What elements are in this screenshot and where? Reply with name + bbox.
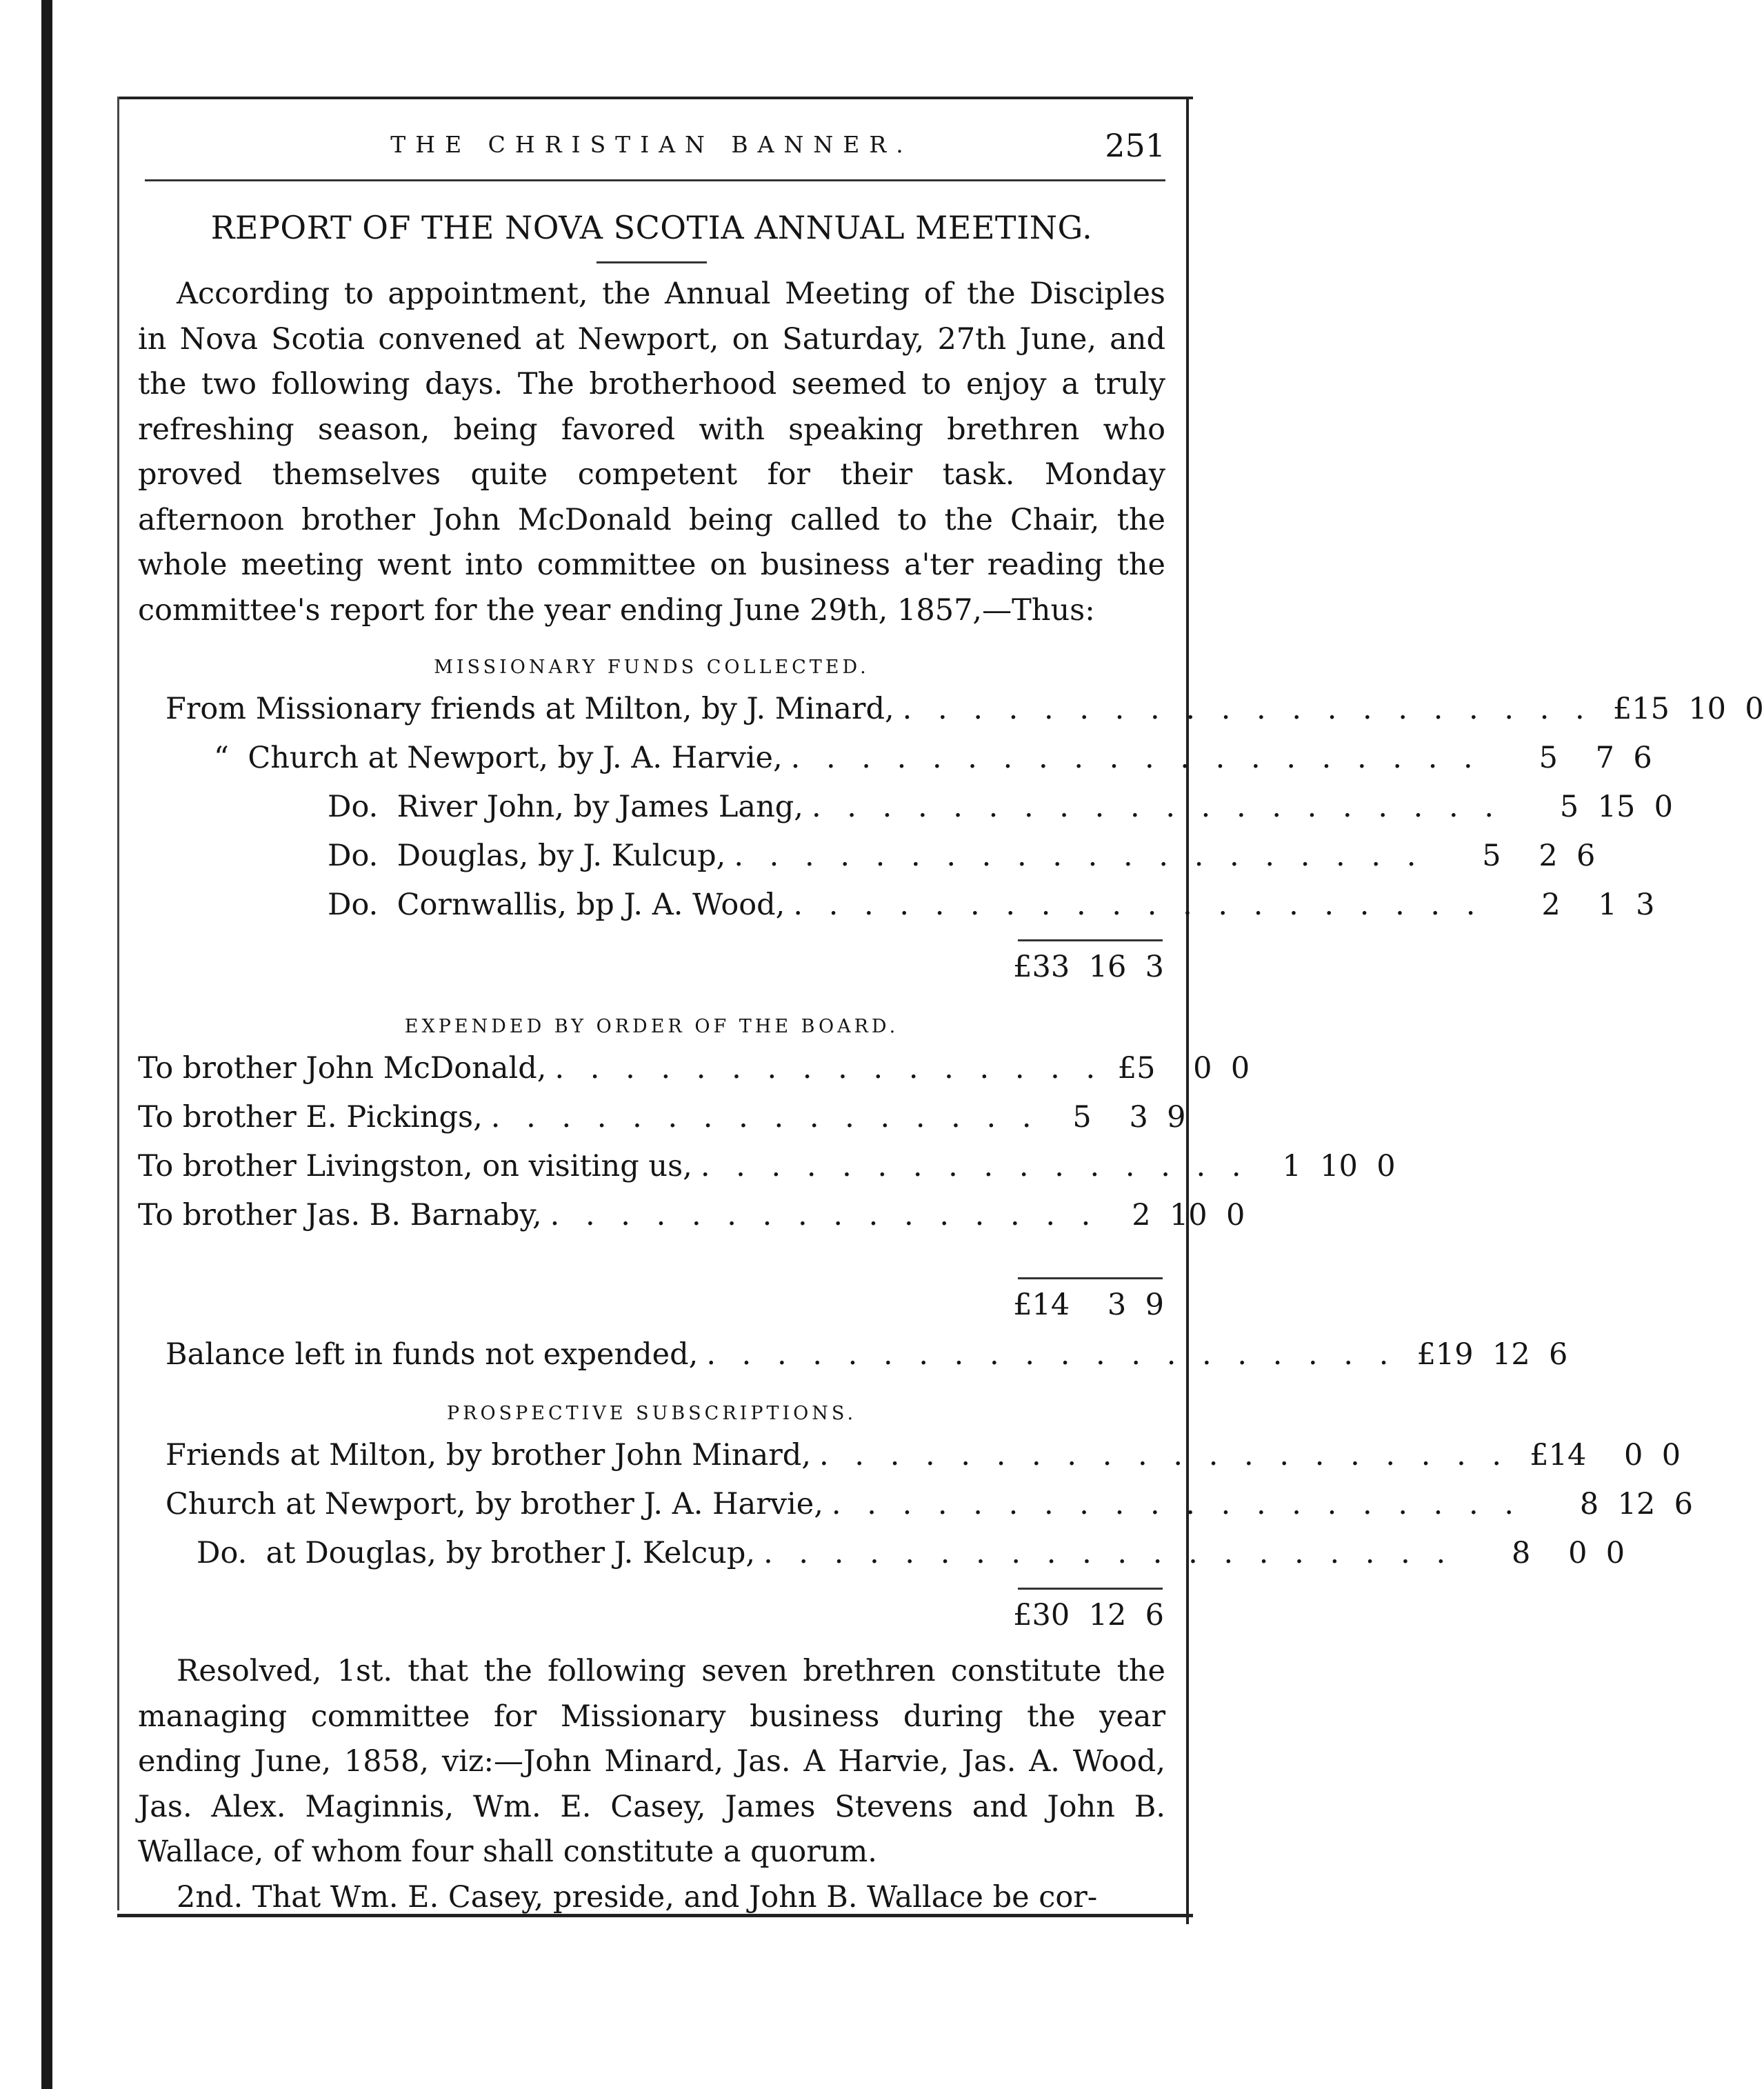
table-row — [138, 783, 1674, 832]
balance-row — [138, 1330, 1568, 1379]
article-title: REPORT OF THE NOVA SCOTIA ANNUAL MEETING. — [210, 209, 1093, 246]
prospective-heading: PROSPECTIVE SUBSCRIPTIONS. — [446, 1403, 857, 1424]
table-row — [138, 1480, 1693, 1529]
leader-dots: . . . . . . . . . . . . . . . . — [550, 1198, 1099, 1232]
row-amount: 2 10 0 — [1132, 1198, 1245, 1232]
binding-edge — [41, 0, 52, 2089]
leader-dots: . . . . . . . . . . . . . . . . . . . . — [790, 741, 1481, 775]
table-row — [138, 1044, 1250, 1093]
row-amount: 5 3 9 — [1072, 1100, 1186, 1135]
row-amount: 2 1 3 — [1541, 888, 1655, 922]
row-amount: 1 10 0 — [1282, 1149, 1396, 1183]
row-amount: 8 12 6 — [1579, 1487, 1693, 1521]
expended-heading: EXPENDED BY ORDER OF THE BOARD. — [404, 1016, 899, 1037]
page-number: 251 — [1105, 127, 1165, 164]
spacer — [138, 1240, 1165, 1268]
prospective-table — [138, 1431, 1693, 1578]
balance-label: Balance left in funds not expended, — [166, 1337, 699, 1372]
leader-dots: . . . . . . . . . . . . . . . . — [554, 1051, 1104, 1086]
row-label: To brother Jas. B. Barnaby, — [138, 1198, 542, 1232]
header-rule — [145, 179, 1165, 181]
resolution-first: Resolved, 1st. that the following seven brethren constitute the managing committee for Missionary business during the year ending June, 1858, viz:—John Minard, Jas. A Harvie, Jas. A. Wood, Jas. Alex. Maginnis, Wm. E. Casey, James Stevens and John B. Wallace, of whom four shall constitute a quorum. — [138, 1654, 1165, 1869]
prospective-total: £30 12 6 — [1013, 1598, 1164, 1632]
missionary-funds-heading: MISSIONARY FUNDS COLLECTED. — [434, 657, 870, 678]
table-row — [138, 1093, 1186, 1142]
frame-left-border — [117, 97, 119, 1910]
missionary-funds-table — [138, 685, 1764, 930]
leader-dots: . . . . . . . . . . . . . . . . . . . . — [793, 888, 1484, 922]
row-label: Do. River John, by James Lang, — [328, 790, 803, 824]
balance-amount: £19 12 6 — [1416, 1337, 1568, 1372]
leader-dots: . . . . . . . . . . . . . . . . . . . . — [763, 1536, 1454, 1570]
row-amount: 8 0 0 — [1512, 1536, 1625, 1570]
row-label: From Missionary friends at Milton, by J. Minard, — [166, 692, 894, 726]
table-row — [138, 685, 1764, 734]
expended-table — [138, 1044, 1396, 1240]
row-label: To brother E. Pickings, — [138, 1100, 483, 1135]
row-label: Church at Newport, by brother J. A. Harvie, — [166, 1487, 823, 1521]
row-amount: £15 10 0 — [1612, 692, 1764, 726]
row-amount: 5 7 6 — [1539, 741, 1652, 775]
title-rule — [597, 261, 707, 263]
leader-dots: . . . . . . . . . . . . . . . . . . . . — [902, 692, 1593, 726]
leader-dots: . . . . . . . . . . . . . . . . . . . . — [831, 1487, 1522, 1521]
row-amount: 5 15 0 — [1559, 790, 1674, 824]
leader-dots: . . . . . . . . . . . . . . . . . . . . — [706, 1337, 1397, 1372]
table-row — [138, 832, 1596, 881]
table-row — [138, 1142, 1396, 1191]
leader-dots: . . . . . . . . . . . . . . . . . . . . — [811, 790, 1503, 824]
page-header — [138, 110, 1165, 172]
row-label: “ Church at Newport, by J. A. Harvie, — [214, 741, 783, 775]
table-row — [138, 1431, 1681, 1480]
row-amount: 5 2 6 — [1482, 839, 1596, 873]
page — [138, 110, 1764, 1920]
expended-total: £14 3 9 — [1013, 1288, 1164, 1322]
leader-dots: . . . . . . . . . . . . . . . . . . . . — [819, 1438, 1510, 1472]
row-amount: £5 0 0 — [1117, 1051, 1250, 1086]
table-row — [138, 1529, 1625, 1578]
table-row — [138, 881, 1655, 930]
frame-right-border — [1186, 97, 1189, 1924]
row-label: To brother John McDonald, — [138, 1051, 547, 1086]
row-amount: £14 0 0 — [1530, 1438, 1681, 1472]
running-head: THE CHRISTIAN BANNER. — [390, 131, 913, 158]
table-row — [138, 734, 1652, 783]
missionary-funds-total: £33 16 3 — [1013, 950, 1164, 984]
intro-paragraph: According to appointment, the Annual Meeting of the Disciples in Nova Scotia convened at Newport, on Saturday, 27th June, and the two following days. The brotherhood seemed to enjoy a truly refreshing season, being favored with speaking brethren who proved themselves quite competent for their task. Monday afternoon brother John McDonald being called to the Chair, the whole meeting went into committee on business a'ter reading the committee's report for the year ending June 29th, 1857,—Thus: — [138, 277, 1165, 628]
row-label: Do. at Douglas, by brother J. Kelcup, — [197, 1536, 756, 1570]
row-label: Friends at Milton, by brother John Minard, — [166, 1438, 812, 1472]
row-label: Do. Douglas, by J. Kulcup, — [328, 839, 726, 873]
row-label: Do. Cornwallis, bp J. A. Wood, — [328, 888, 785, 922]
leader-dots: . . . . . . . . . . . . . . . . — [700, 1149, 1250, 1183]
table-row — [138, 1191, 1245, 1240]
leader-dots: . . . . . . . . . . . . . . . . — [490, 1100, 1040, 1135]
leader-dots: . . . . . . . . . . . . . . . . . . . . — [734, 839, 1425, 873]
frame-top-border — [117, 97, 1193, 99]
row-label: To brother Livingston, on visiting us, — [138, 1149, 692, 1183]
resolution-second: 2nd. That Wm. E. Casey, preside, and John B. Wallace be cor- — [177, 1879, 1098, 1915]
